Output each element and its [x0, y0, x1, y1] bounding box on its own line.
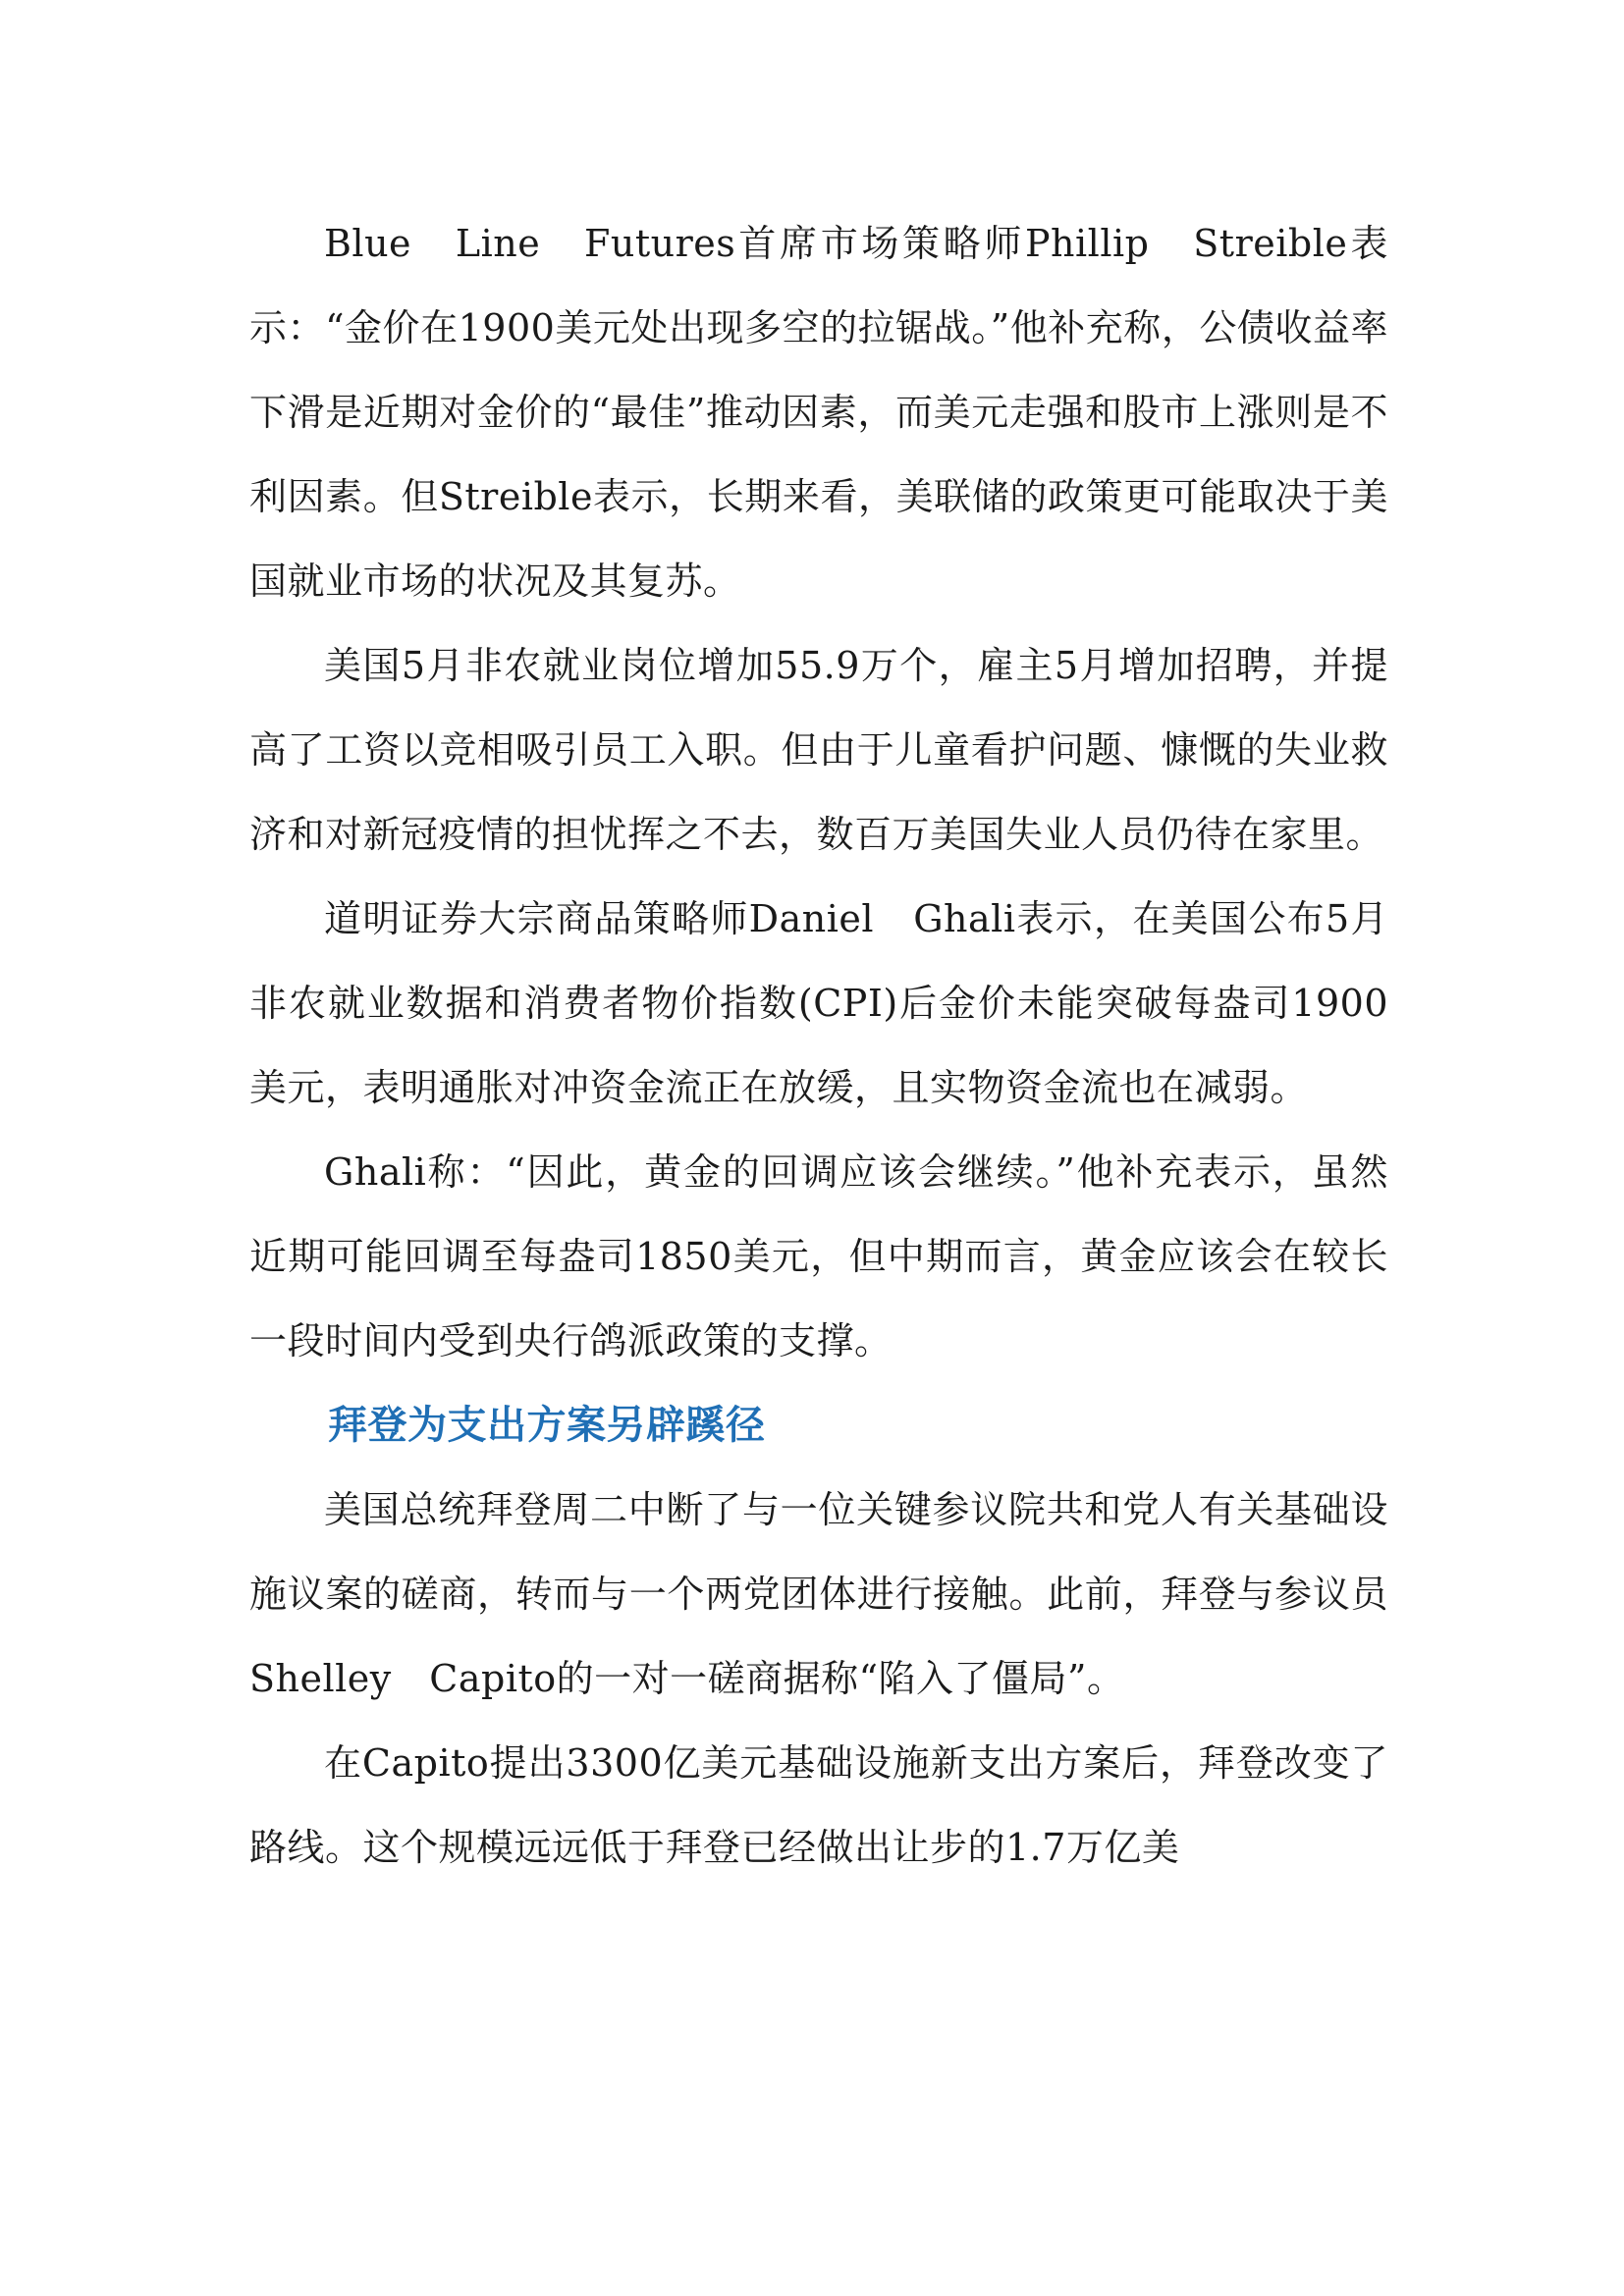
paragraph-nonfarm-jobs: 美国5月非农就业岗位增加55.9万个，雇主5月增加招聘，并提高了工资以竞相吸引员工入职。但由于儿童看护问题、慷慨的失业救济和对新冠疫情的担忧挥之不去，数百万美国失业人员仍待在家里。: [249, 644, 1388, 856]
paragraph-biden-talks: 美国总统拜登周二中断了与一位关键参议院共和党人有关基础设施议案的磋商，转而与一个两党团体进行接触。此前，拜登与参议员Shelley Capito的一对一磋商据称“陷入了僵局”。: [249, 1488, 1388, 1700]
paragraph-ghali-pullback: Ghali称：“因此，黄金的回调应该会继续。”他补充表示，虽然近期可能回调至每盎司1850美元，但中期而言，黄金应该会在较长一段时间内受到央行鸽派政策的支撑。: [249, 1150, 1388, 1362]
paragraph-capito-plan: 在Capito提出3300亿美元基础设施新支出方案后，拜登改变了路线。这个规模远远低于拜登已经做出让步的1.7万亿美: [249, 1741, 1388, 1869]
section-heading: 拜登为支出方案另辟蹊径: [328, 1403, 766, 1448]
article-body: [249, 201, 1388, 1890]
paragraph-streible: Blue Line Futures首席市场策略师Phillip Streible表示：“金价在1900美元处出现多空的拉锯战。”他补充称，公债收益率下滑是近期对金价的“最佳”推动因素，而美元走强和股市上涨则是不利因素。但Streible表示，长期来看，美联储的政策更可能取决于美国就业市场的状况及其复苏。: [249, 222, 1388, 603]
paragraph-ghali-td: 道明证券大宗商品策略师Daniel Ghali表示，在美国公布5月非农就业数据和消费者物价指数(CPI)后金价未能突破每盎司1900美元，表明通胀对冲资金流正在放缓，且实物资金流也在减弱。: [249, 897, 1388, 1109]
